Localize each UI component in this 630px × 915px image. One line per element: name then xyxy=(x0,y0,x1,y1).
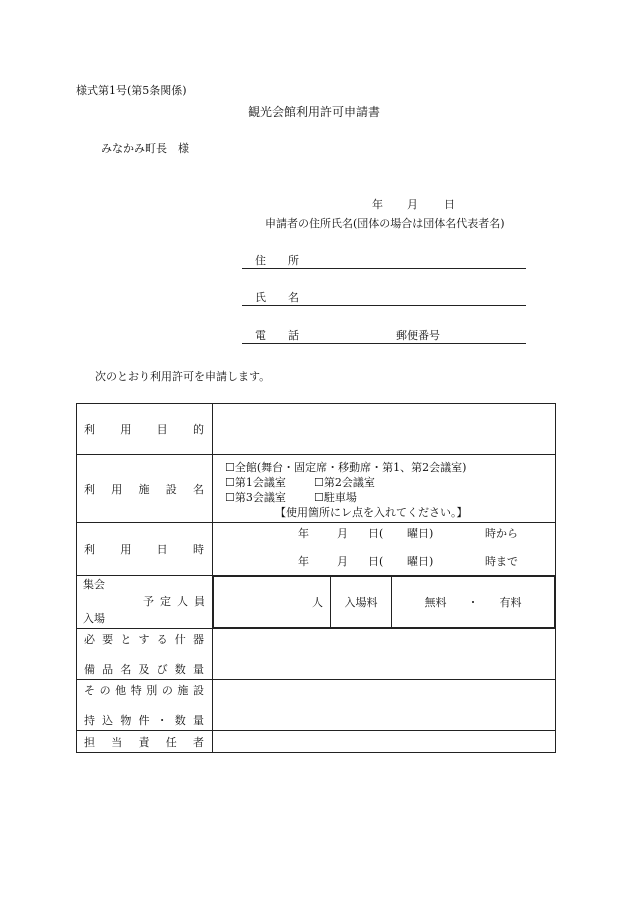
phone-line[interactable] xyxy=(242,343,526,344)
phone-label: 電 話 xyxy=(255,329,299,342)
row-other xyxy=(77,680,556,731)
application-table xyxy=(76,403,556,753)
end-year: 年 xyxy=(298,555,309,568)
name-line[interactable] xyxy=(242,305,526,306)
purpose-label: 利 用 目 的 xyxy=(77,404,213,455)
start-year: 年 xyxy=(298,527,309,540)
facility-option-room2[interactable]: ☐第2会議室 xyxy=(314,476,375,489)
start-weekday: 曜日) xyxy=(407,527,434,540)
attendance-inner xyxy=(213,576,555,628)
date-month-label: 月 xyxy=(407,198,418,211)
address-label: 住 所 xyxy=(255,254,299,267)
facility-label: 利 用 施 設 名 xyxy=(77,455,213,523)
datetime-label: 利 用 日 時 xyxy=(77,523,213,576)
postal-label: 郵便番号 xyxy=(396,329,440,342)
form-number: 様式第1号(第5条関係) xyxy=(76,84,187,97)
attendance-label xyxy=(77,576,213,629)
attendance-admission: 入場 xyxy=(83,612,105,625)
facility-option-all[interactable]: ☐全館(舞台・固定席・移動席・第1、第2会議室) xyxy=(225,461,467,474)
page-title: 観光会館利用許可申請書 xyxy=(248,105,381,119)
datetime-field[interactable] xyxy=(213,523,556,576)
admission-label: 入場料 xyxy=(331,577,392,628)
row-datetime xyxy=(77,523,556,576)
end-weekday: 曜日) xyxy=(407,555,434,568)
row-purpose xyxy=(77,404,556,455)
row-facility xyxy=(77,455,556,523)
date-year-label: 年 xyxy=(372,198,383,211)
persons-unit: 人 xyxy=(312,596,323,609)
name-label: 氏 名 xyxy=(255,291,299,304)
applicant-note: 申請者の住所氏名(団体の場合は団体名代表者名) xyxy=(265,217,505,230)
other-label: そ の 他 特 別 の 施 設 持 込 物 件 ・ 数 量 xyxy=(77,680,213,731)
facility-option-parking[interactable]: ☐駐車場 xyxy=(314,491,357,504)
row-person-in-charge xyxy=(77,731,556,753)
equipment-label: 必 要 と す る 什 器 備 品 名 及 び 数 量 xyxy=(77,629,213,680)
fee-separator: ・ xyxy=(467,596,479,609)
row-attendance xyxy=(77,576,556,629)
attendance-expected-label: 予 定 人 員 xyxy=(143,595,205,608)
purpose-field[interactable] xyxy=(213,404,556,455)
facility-option-room1[interactable]: ☐第1会議室 xyxy=(225,476,286,489)
attendance-field xyxy=(213,576,556,629)
person-in-charge-field[interactable] xyxy=(213,731,556,753)
date-day-label: 日 xyxy=(444,198,455,211)
facility-note: 【使用箇所にレ点を入れてください。】 xyxy=(275,506,468,519)
person-in-charge-label: 担 当 責 任 者 xyxy=(77,731,213,753)
row-equipment xyxy=(77,629,556,680)
persons-field[interactable] xyxy=(214,577,331,628)
equipment-field[interactable] xyxy=(213,629,556,680)
attendance-meeting: 集会 xyxy=(83,578,105,591)
facility-option-room3[interactable]: ☐第3会議室 xyxy=(225,491,286,504)
other-field[interactable] xyxy=(213,680,556,731)
intro-text: 次のとおり利用許可を申請します。 xyxy=(95,370,271,383)
start-month: 月 xyxy=(337,527,348,540)
start-time: 時から xyxy=(485,527,518,540)
facility-field xyxy=(213,455,556,523)
end-time: 時まで xyxy=(485,555,518,568)
fee-choice xyxy=(392,577,555,628)
address-line[interactable] xyxy=(242,268,526,269)
fee-free-option[interactable]: 無料 xyxy=(424,596,447,609)
end-month: 月 xyxy=(337,555,348,568)
end-day: 日( xyxy=(368,555,384,568)
fee-paid-option[interactable]: 有料 xyxy=(499,596,522,609)
start-day: 日( xyxy=(368,527,384,540)
addressee: みなかみ町長 様 xyxy=(101,142,189,155)
